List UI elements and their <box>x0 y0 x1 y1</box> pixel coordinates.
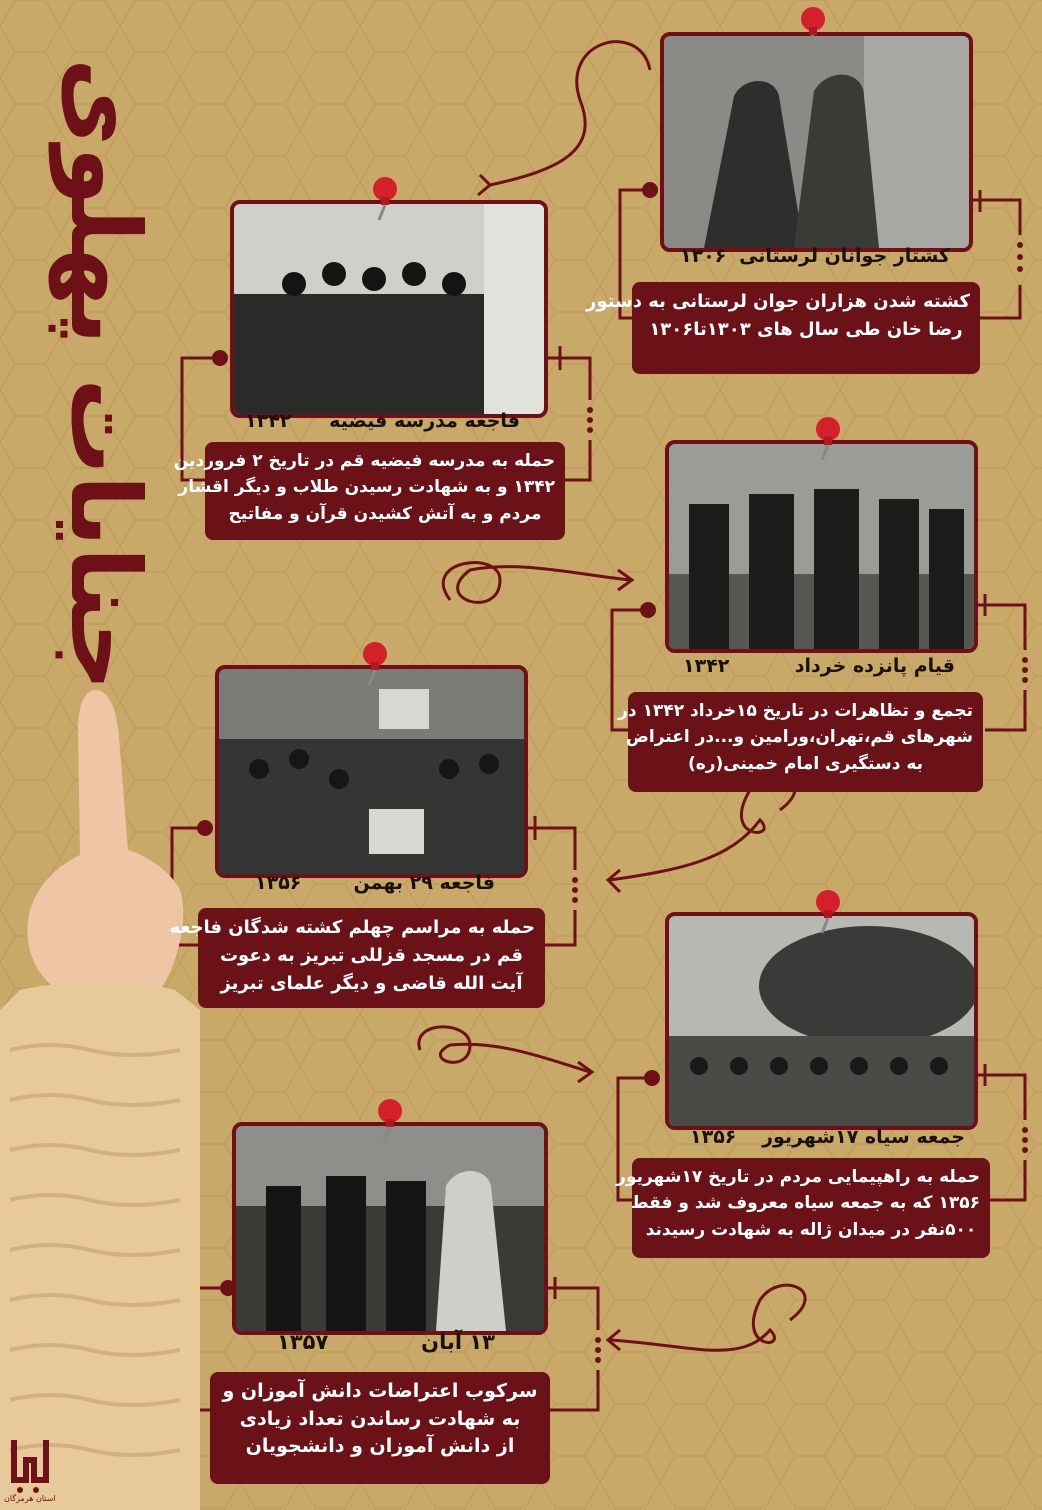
event-header-6 <box>232 1330 540 1360</box>
description-line: ۵۰۰نفر در میدان ژاله به شهادت رسیدند <box>645 1219 977 1240</box>
pin-icon <box>808 415 848 461</box>
description-line: از دانش آموزان و دانشجویان <box>245 1435 515 1458</box>
event-header-5 <box>665 1126 970 1154</box>
event-header-2 <box>230 410 540 438</box>
pin-icon <box>808 888 848 934</box>
organization-label: استان هرمزگان <box>4 1494 56 1503</box>
event-photo-4 <box>215 665 528 878</box>
event-description-6 <box>210 1372 550 1484</box>
event-title: کشتار جوانان لرستانی <box>739 245 950 267</box>
event-photo-6 <box>232 1122 548 1335</box>
description-line: ۱۳۵۶ که به جمعه سیاه معروف شد و فقط <box>630 1193 980 1214</box>
event-year: ۱۳۵۷ <box>277 1330 329 1354</box>
event-title: جمعه سیاه ۱۷شهریور <box>762 1126 965 1148</box>
description-line: حمله به مدرسه فیضیه قم در تاریخ ۲ فروردین <box>173 451 555 471</box>
description-line: مردم و به آتش کشیدن قرآن و مفاتیح <box>228 503 542 524</box>
event-description-2 <box>173 442 565 540</box>
event-header-4 <box>215 872 520 900</box>
event-title: ۱۳ آبان <box>421 1330 495 1354</box>
event-year: ۱۳۵۶ <box>690 1126 737 1148</box>
raised-finger-illustration <box>0 690 200 1510</box>
description-line: قم در مسجد قزللی تبریز به دعوت <box>219 944 524 966</box>
page-title: جنایات پهلوی <box>49 58 161 692</box>
event-header-1 <box>660 245 965 273</box>
description-line: حمله به مراسم چهلم کشته شدگان فاجعه <box>169 917 535 938</box>
pin-icon <box>355 640 395 686</box>
event-year: ۱۳۵۶ <box>255 872 302 894</box>
description-line: به دستگیری امام خمینی(ره) <box>687 753 924 774</box>
description-line: به شهادت رساندن تعداد زیادی <box>239 1407 521 1430</box>
event-title: قیام پانزده خرداد <box>794 655 955 677</box>
event-title: فاجعه مدرسه فیضیه <box>329 410 520 432</box>
event-photo-2 <box>230 200 548 418</box>
event-photo-1 <box>660 32 973 252</box>
pin-icon <box>370 1097 410 1143</box>
organization-logo <box>6 1430 52 1500</box>
event-description-4 <box>169 908 545 1008</box>
event-year: ۱۳۰۶ <box>680 245 727 267</box>
pin-icon <box>365 175 405 221</box>
event-description-5 <box>616 1158 990 1258</box>
description-line: سرکوب اعتراضات دانش آموزان و <box>222 1380 538 1402</box>
event-photo-3 <box>665 440 978 653</box>
description-line: آیت الله قاضی و دیگر علمای تبریز <box>220 972 523 994</box>
description-line: شهرهای قم،تهران،ورامین و...در اعتراض <box>626 727 973 748</box>
description-line: رضا خان طی سال های ۱۳۰۳تا۱۳۰۶ <box>649 318 963 340</box>
description-line: حمله به راهپیمایی مردم در تاریخ ۱۷شهریور <box>616 1167 980 1187</box>
event-description-1 <box>586 282 980 374</box>
event-description-3 <box>618 692 983 792</box>
description-line: تجمع و تظاهرات در تاریخ ۱۵خرداد ۱۳۴۲ در <box>618 701 973 721</box>
description-line: کشته شدن هزاران جوان لرستانی به دستور <box>586 291 970 312</box>
event-title: فاجعه ۲۹ بهمن <box>353 872 495 894</box>
event-year: ۱۳۴۲ <box>245 410 292 432</box>
description-line: ۱۳۴۲ و به شهادت رسیدن طلاب و دیگر اقشار <box>178 477 555 498</box>
pin-icon <box>793 5 833 51</box>
event-photo-5 <box>665 912 978 1130</box>
event-year: ۱۳۴۲ <box>683 655 730 677</box>
event-header-3 <box>665 655 970 683</box>
